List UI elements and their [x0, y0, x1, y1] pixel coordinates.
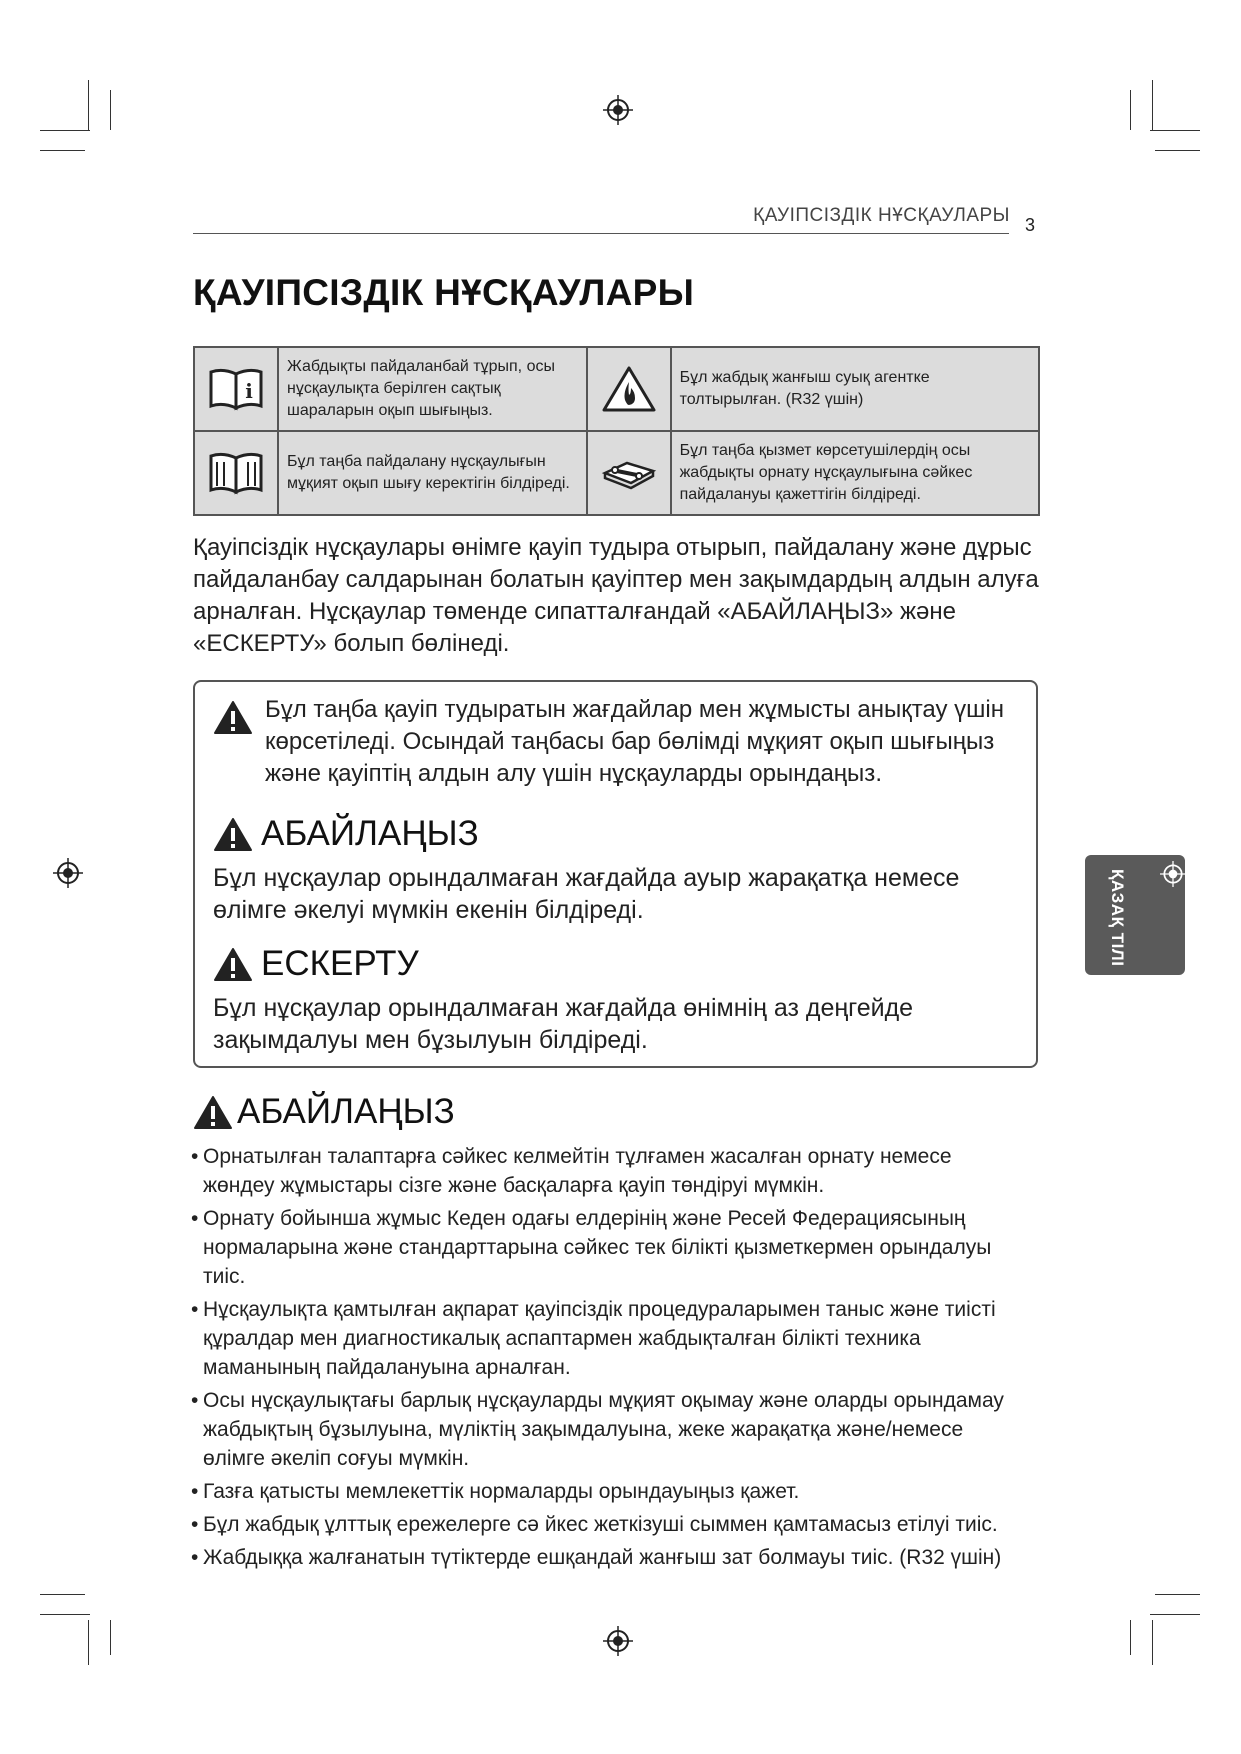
table-cell-text: Бұл таңба пайдалану нұсқаулығын мұқият оқып шығу керектігін білдіреді.	[278, 431, 587, 515]
crop-mark	[1152, 80, 1153, 130]
warning-section-heading-label: АБАЙЛАҢЫЗ	[237, 1092, 455, 1131]
registration-mark-icon	[53, 858, 83, 888]
table-cell-text: Жабдықты пайдаланбай тұрып, осы нұсқаулықта берілген сақтық шараларын оқып шығыңыз.	[278, 347, 587, 431]
crop-mark	[88, 80, 89, 130]
intro-paragraph: Қауіпсіздік нұсқаулары өнімге қауіп тудыра отырып, пайдалану және дұрыс пайдаланбау салдарынан болатын қауіптер мен зақымдардың алдын алуға арналған. Нұсқаулар төменде сипатталғандай «АБАЙЛАҢЫЗ» және «ЕСКЕРТУ» болып бөлінеді.	[193, 534, 1039, 657]
crop-mark	[110, 1620, 111, 1655]
header-rule	[193, 233, 1009, 234]
crop-mark	[40, 150, 85, 151]
table-icon-cell	[194, 431, 278, 515]
warning-section-heading	[193, 1092, 455, 1132]
list-item: • Газға қатысты мемлекеттік нормаларды орындауыңыз қажет.	[193, 1477, 1023, 1506]
crop-mark	[1130, 1620, 1131, 1655]
crop-mark	[1152, 1620, 1153, 1665]
table-icon-cell	[587, 347, 671, 431]
warning-bullet-list	[193, 1142, 1023, 1576]
caution-description: Бұл нұсқаулар орындалмаған жағдайда өнімнің аз деңгейде зақымдалуы мен бұзылуын білдіреді.	[213, 994, 914, 1054]
warning-heading	[213, 814, 479, 854]
table-icon-cell	[194, 347, 278, 431]
notice-box	[193, 680, 1038, 1068]
warning-heading-label: АБАЙЛАҢЫЗ	[261, 814, 479, 853]
info-manual-icon	[208, 366, 264, 412]
registration-mark-icon	[603, 1626, 633, 1656]
crop-mark	[40, 130, 90, 131]
list-item: • Осы нұсқаулықтағы барлық нұсқауларды мұқият оқымау және оларды орындамау жабдықтың бұзылуына, мүліктің зақымдалуына, жеке жарақатқа және/немесе өлімге әкеліп соғуы мүмкін.	[193, 1386, 1023, 1473]
registration-mark-icon	[603, 95, 633, 125]
crop-mark	[1150, 1614, 1200, 1615]
crop-mark	[88, 1620, 89, 1665]
warning-description: Бұл нұсқаулар орындалмаған жағдайда ауыр жарақатқа немесе өлімге әкелуі мүмкін екенін білдіреді.	[213, 864, 960, 924]
list-item: • Жабдыққа жалғанатын түтіктерде ешқандай жанғыш зат болмауы тиіс. (R32 үшін)	[193, 1543, 1023, 1572]
crop-mark	[1155, 150, 1200, 151]
registration-mark-icon	[1160, 861, 1186, 887]
list-item: • Орнатылған талаптарға сәйкес келмейтін тұлғамен жасалған орнату немесе жөндеу жұмыстары сізге және басқаларға қауіп төндіруі мүмкін.	[193, 1142, 1023, 1200]
caution-heading	[213, 944, 419, 984]
table-icon-cell	[587, 431, 671, 515]
crop-mark	[40, 1594, 85, 1595]
table-row	[194, 347, 1039, 431]
crop-mark	[1150, 130, 1200, 131]
table-cell-text: Бұл таңба қызмет көрсетушілердің осы жабдықты орнату нұсқаулығына сәйкес пайдалануы қажеттігін білдіреді.	[671, 431, 1039, 515]
crop-mark	[110, 90, 111, 130]
warning-triangle-icon	[213, 700, 253, 735]
table-cell-text: Бұл жабдық жанғыш суық агентке толтырылған. (R32 үшін)	[671, 347, 1039, 431]
table-row	[194, 431, 1039, 515]
warning-triangle-icon	[213, 947, 253, 982]
svg-text:i: i	[245, 379, 253, 403]
list-item: • Орнату бойынша жұмыс Кеден одағы елдерінің және Ресей Федерациясының нормаларына және стандарттарына сәйкес тек білікті қызметкермен орындалуы тиіс.	[193, 1204, 1023, 1291]
warning-triangle-icon	[213, 817, 253, 852]
page-number: 3	[1025, 215, 1036, 235]
caution-heading-label: ЕСКЕРТУ	[261, 944, 419, 983]
list-item: • Нұсқаулықта қамтылған ақпарат қауіпсіздік процедураларымен таныс және тиісті құралдар мен диагностикалық аспаптармен жабдықталған білікті техника маманының пайдалануына арналған.	[193, 1295, 1023, 1382]
crop-mark	[40, 1614, 90, 1615]
language-side-tab-label: ҚАЗАҚ ТІЛІ	[1108, 869, 1127, 967]
language-side-tab	[1085, 855, 1185, 975]
crop-mark	[1155, 1594, 1200, 1595]
notice-box-intro: Бұл таңба қауіп тудыратын жағдайлар мен жұмысты анықтау үшін көрсетіледі. Осындай таңбасы бар бөлімді мұқият оқып шығыңыз және қауіптің алдын алу үшін нұсқауларды орындаңыз.	[265, 696, 1005, 787]
page-title: ҚАУІПСІЗДІК НҰСҚАУЛАРЫ	[193, 272, 695, 313]
list-item: • Бұл жабдық ұлттық ережелерге сә йкес жеткізуші сыммен қамтамасыз етілуі тиіс.	[193, 1510, 1023, 1539]
symbol-table	[193, 346, 1040, 516]
running-header-title: ҚАУІПСІЗДІК НҰСҚАУЛАРЫ	[753, 205, 1010, 226]
open-book-icon	[208, 450, 264, 496]
warning-triangle-icon	[193, 1095, 233, 1130]
flammable-warning-icon	[601, 364, 657, 414]
crop-mark	[1130, 90, 1131, 130]
service-manual-icon	[601, 453, 657, 493]
